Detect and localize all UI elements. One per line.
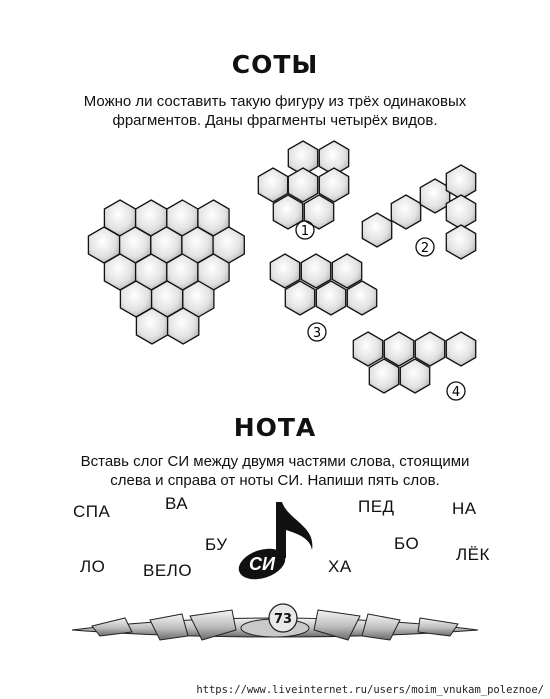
hex-cell xyxy=(446,165,475,199)
hex-cell xyxy=(400,359,429,393)
hex-cell xyxy=(384,332,413,366)
hex-cell xyxy=(285,281,314,315)
hex-cell xyxy=(446,195,475,229)
instruction-line: Можно ли составить такую фигуру из трёх одинаковых xyxy=(83,93,467,110)
music-note-icon xyxy=(232,498,322,588)
svg-text:3: 3 xyxy=(312,326,322,341)
honeycomb-title: СОТЫ xyxy=(231,50,319,79)
syllable-velo: ВЕЛО xyxy=(143,561,193,580)
page-number: 73 xyxy=(273,612,293,627)
hex-cell xyxy=(301,254,330,288)
fragment-1 xyxy=(258,141,348,229)
svg-text:4: 4 xyxy=(451,385,461,400)
hex-cell xyxy=(258,168,287,202)
syllable-bu: БУ xyxy=(205,535,228,554)
hex-cell xyxy=(369,359,398,393)
instruction-line: слева и справа от ноты СИ. Напиши пять слов. xyxy=(110,472,440,489)
hex-cell xyxy=(446,225,475,259)
footer-ornament xyxy=(0,596,550,656)
hex-cell xyxy=(415,332,444,366)
syllable-na: НА xyxy=(452,499,477,518)
instruction-line: фрагментов. Даны фрагменты четырёх видов. xyxy=(112,112,438,129)
note-instructions xyxy=(40,452,510,490)
hex-cell xyxy=(446,332,475,366)
svg-text:1: 1 xyxy=(300,224,310,239)
syllable-lo: ЛО xyxy=(80,557,106,576)
hex-cell xyxy=(420,179,449,213)
hex-cell xyxy=(362,213,391,247)
hex-cell xyxy=(288,168,317,202)
instruction-line: Вставь слог СИ между двумя частями слова, стоящими xyxy=(80,453,470,470)
syllable-bo: БО xyxy=(394,534,420,553)
syllable-va: ВА xyxy=(165,494,189,513)
hex-cell xyxy=(319,168,348,202)
fragment-3 xyxy=(270,254,376,315)
svg-text:2: 2 xyxy=(420,241,430,256)
syllable-lyok: ЛЁК xyxy=(456,545,490,564)
fragment-label-3 xyxy=(308,323,326,341)
fragment-2 xyxy=(362,165,475,259)
fragment-4 xyxy=(353,332,475,393)
hex-cell xyxy=(391,195,420,229)
source-url: https://www.liveinternet.ru/users/moim_vnukam_poleznoe/ xyxy=(196,684,544,696)
note-title: НОТА xyxy=(233,413,317,442)
syllable-ha: ХА xyxy=(328,557,352,576)
hex-cell xyxy=(347,281,376,315)
syllable-ped: ПЕД xyxy=(358,497,395,516)
hex-cell xyxy=(270,254,299,288)
fragment-label-4 xyxy=(447,382,465,400)
target-hex-figure xyxy=(88,200,244,344)
hex-cell xyxy=(316,281,345,315)
hex-cell xyxy=(353,332,382,366)
hex-cell xyxy=(332,254,361,288)
syllable-spa: СПА xyxy=(73,502,111,521)
fragment-label-1 xyxy=(296,221,314,239)
note-label: СИ xyxy=(249,554,275,574)
fragment-label-2 xyxy=(416,238,434,256)
